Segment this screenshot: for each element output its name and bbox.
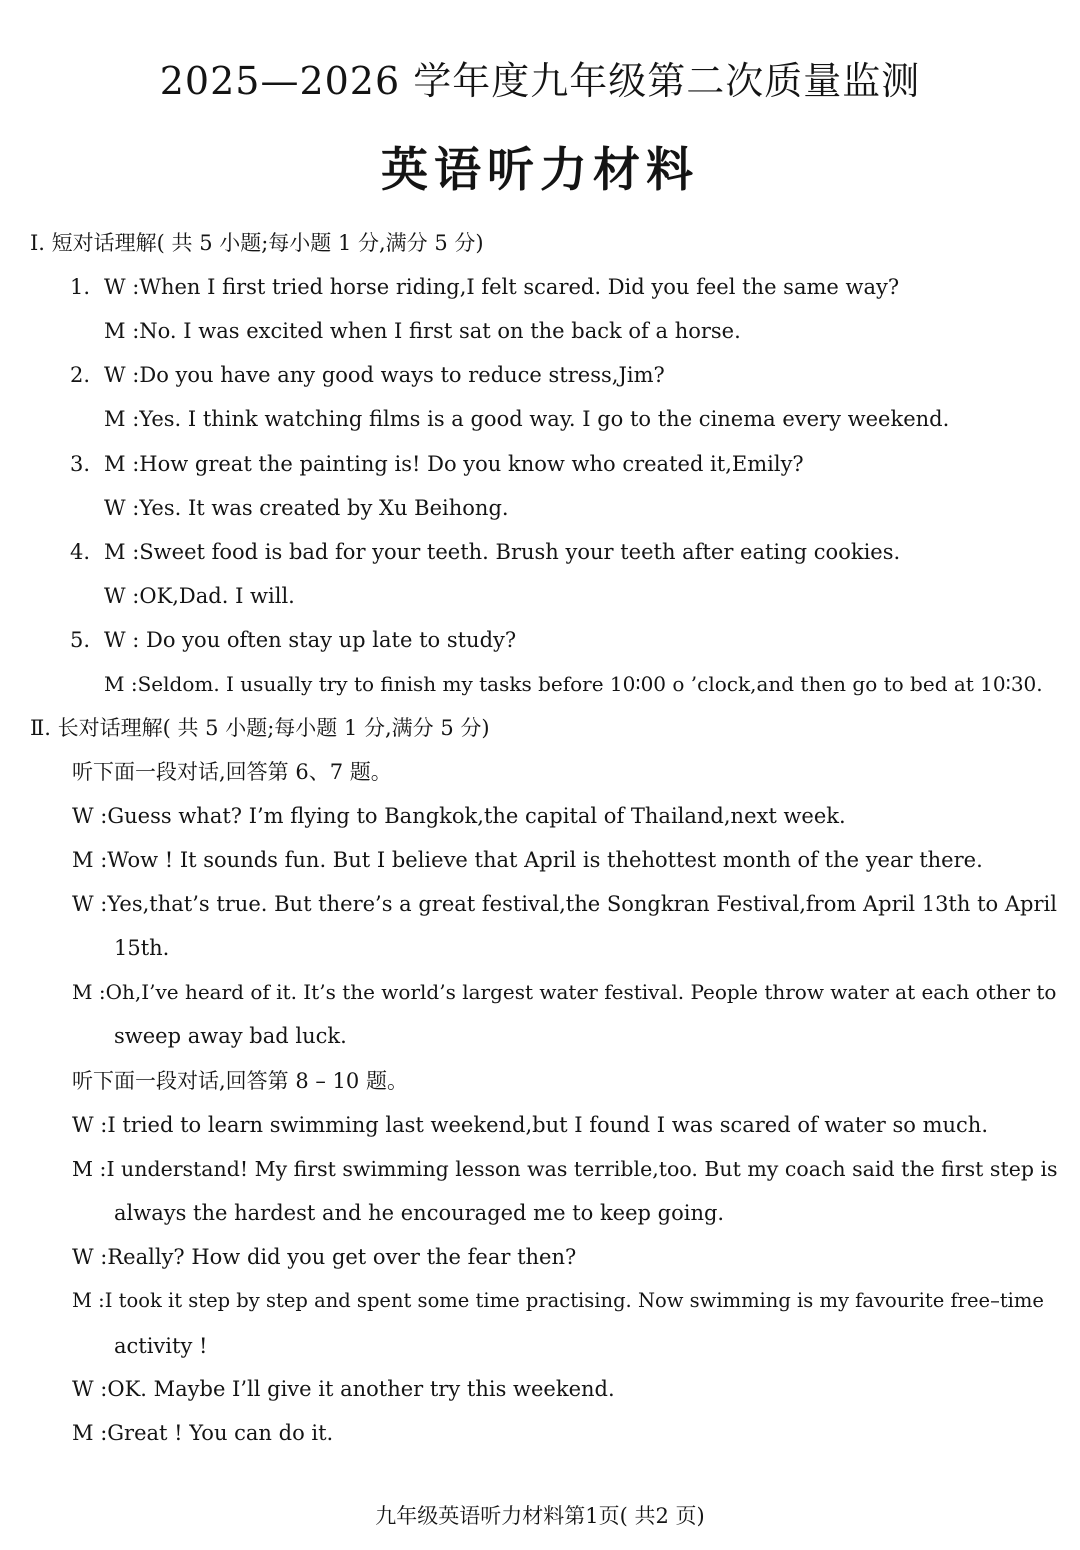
speaker-label: M bbox=[104, 452, 126, 476]
item-number: 1. bbox=[70, 275, 91, 299]
dialog-line bbox=[104, 669, 1043, 699]
line-text: :Seldom. I usually try to finish my tasks before 10∶00 o ’clock,and then go to bed at 10∶30. bbox=[130, 672, 1043, 696]
dialog-line bbox=[72, 1418, 333, 1448]
dialog-line bbox=[72, 1110, 988, 1140]
speaker-label: M bbox=[72, 1157, 93, 1181]
dialog-line bbox=[70, 360, 665, 390]
line-text: :Great ! You can do it. bbox=[100, 1421, 334, 1445]
line-text: :Yes. It was created by Xu Beihong. bbox=[132, 496, 509, 520]
dialog-line bbox=[72, 845, 983, 875]
line-text: :Sweet food is bad for your teeth. Brush your teeth after eating cookies. bbox=[132, 540, 901, 564]
speaker-label: M bbox=[104, 319, 126, 343]
line-text: :I understand! My first swimming lesson was terrible,too. But my coach said the first step is bbox=[99, 1157, 1058, 1181]
speaker-label: M bbox=[72, 1421, 94, 1445]
item-number: 4. bbox=[70, 540, 91, 564]
line-text: :OK,Dad. I will. bbox=[132, 584, 295, 608]
dialog-line bbox=[70, 537, 900, 567]
speaker-label: M bbox=[72, 1289, 92, 1312]
speaker-label: W bbox=[104, 584, 126, 608]
line-text: :When I first tried horse riding,I felt scared. Did you feel the same way? bbox=[132, 275, 900, 299]
dialog-line bbox=[72, 1374, 615, 1404]
speaker-label: W bbox=[72, 1113, 94, 1137]
item-number: 3. bbox=[70, 452, 91, 476]
speaker-label: W bbox=[104, 628, 126, 652]
line-text: : Do you often stay up late to study? bbox=[132, 628, 517, 652]
line-text: :Really? How did you get over the fear then? bbox=[100, 1245, 577, 1269]
dialog-line-continued: sweep away bad luck. bbox=[114, 1024, 347, 1048]
line-text: :I tried to learn swimming last weekend,but I found I was scared of water so much. bbox=[100, 1113, 988, 1137]
speaker-label: M bbox=[72, 848, 94, 872]
speaker-label: M bbox=[104, 540, 126, 564]
item-number: 5. bbox=[70, 628, 91, 652]
line-text: :OK. Maybe I’ll give it another try this weekend. bbox=[100, 1377, 615, 1401]
dialog-line bbox=[104, 404, 949, 434]
page-title: 2025—2026 学年度九年级第二次质量监测 bbox=[159, 59, 921, 103]
dialog-line bbox=[72, 1286, 1044, 1316]
speaker-label: W bbox=[72, 804, 94, 828]
dialog-line bbox=[70, 625, 516, 655]
speaker-label: W bbox=[104, 496, 126, 520]
dialog-line bbox=[72, 889, 1057, 919]
dialog-line bbox=[104, 581, 295, 611]
speaker-label: W bbox=[72, 1245, 94, 1269]
section-heading: Ⅰ. 短对话理解( 共 5 小题;每小题 1 分,满分 5 分) bbox=[30, 231, 484, 255]
line-text: :Wow ! It sounds fun. But I believe that April is thehottest month of the year there. bbox=[100, 848, 983, 872]
dialog-line bbox=[104, 493, 509, 523]
line-text: :Yes,that’s true. But there’s a great festival,the Songkran Festival,from April 13th to April bbox=[100, 892, 1057, 916]
page-footer: 九年级英语听力材料第1页( 共2 页) bbox=[375, 1504, 705, 1528]
speaker-label: M bbox=[104, 672, 125, 696]
dialog-line bbox=[104, 316, 741, 346]
dialog-line bbox=[70, 449, 804, 479]
speaker-label: M bbox=[72, 980, 93, 1004]
line-text: :I took it step by step and spent some time practising. Now swimming is my favourite free–time bbox=[98, 1289, 1044, 1312]
speaker-label: W bbox=[72, 892, 94, 916]
speaker-label: W bbox=[72, 1377, 94, 1401]
line-text: :How great the painting is! Do you know who created it,Emily? bbox=[132, 452, 804, 476]
speaker-label: W bbox=[104, 363, 126, 387]
dialog-line bbox=[72, 801, 846, 831]
dialog-line bbox=[72, 1242, 576, 1272]
dialog-line-continued: 15th. bbox=[114, 936, 170, 960]
dialog-line bbox=[72, 977, 1056, 1007]
line-text: :Yes. I think watching films is a good way. I go to the cinema every weekend. bbox=[132, 407, 950, 431]
page-subtitle: 英语听力材料 bbox=[381, 143, 699, 198]
line-text: :No. I was excited when I first sat on the back of a horse. bbox=[132, 319, 741, 343]
dialog-line bbox=[70, 272, 899, 302]
line-text: :Guess what? I’m flying to Bangkok,the capital of Thailand,next week. bbox=[100, 804, 846, 828]
line-text: :Oh,I’ve heard of it. It’s the world’s largest water festival. People throw water at each other to bbox=[98, 980, 1057, 1004]
speaker-label: M bbox=[104, 407, 126, 431]
item-number: 2. bbox=[70, 363, 91, 387]
line-text: :Do you have any good ways to reduce stress,Jim? bbox=[132, 363, 665, 387]
dialog-intro: 听下面一段对话,回答第 6、7 题。 bbox=[72, 760, 392, 784]
dialog-intro: 听下面一段对话,回答第 8 – 10 题。 bbox=[72, 1069, 408, 1093]
section-heading: Ⅱ. 长对话理解( 共 5 小题;每小题 1 分,满分 5 分) bbox=[30, 716, 490, 740]
dialog-line bbox=[72, 1154, 1058, 1184]
speaker-label: W bbox=[104, 275, 126, 299]
dialog-line-continued: activity ! bbox=[114, 1334, 208, 1358]
dialog-line-continued: always the hardest and he encouraged me to keep going. bbox=[114, 1201, 725, 1225]
